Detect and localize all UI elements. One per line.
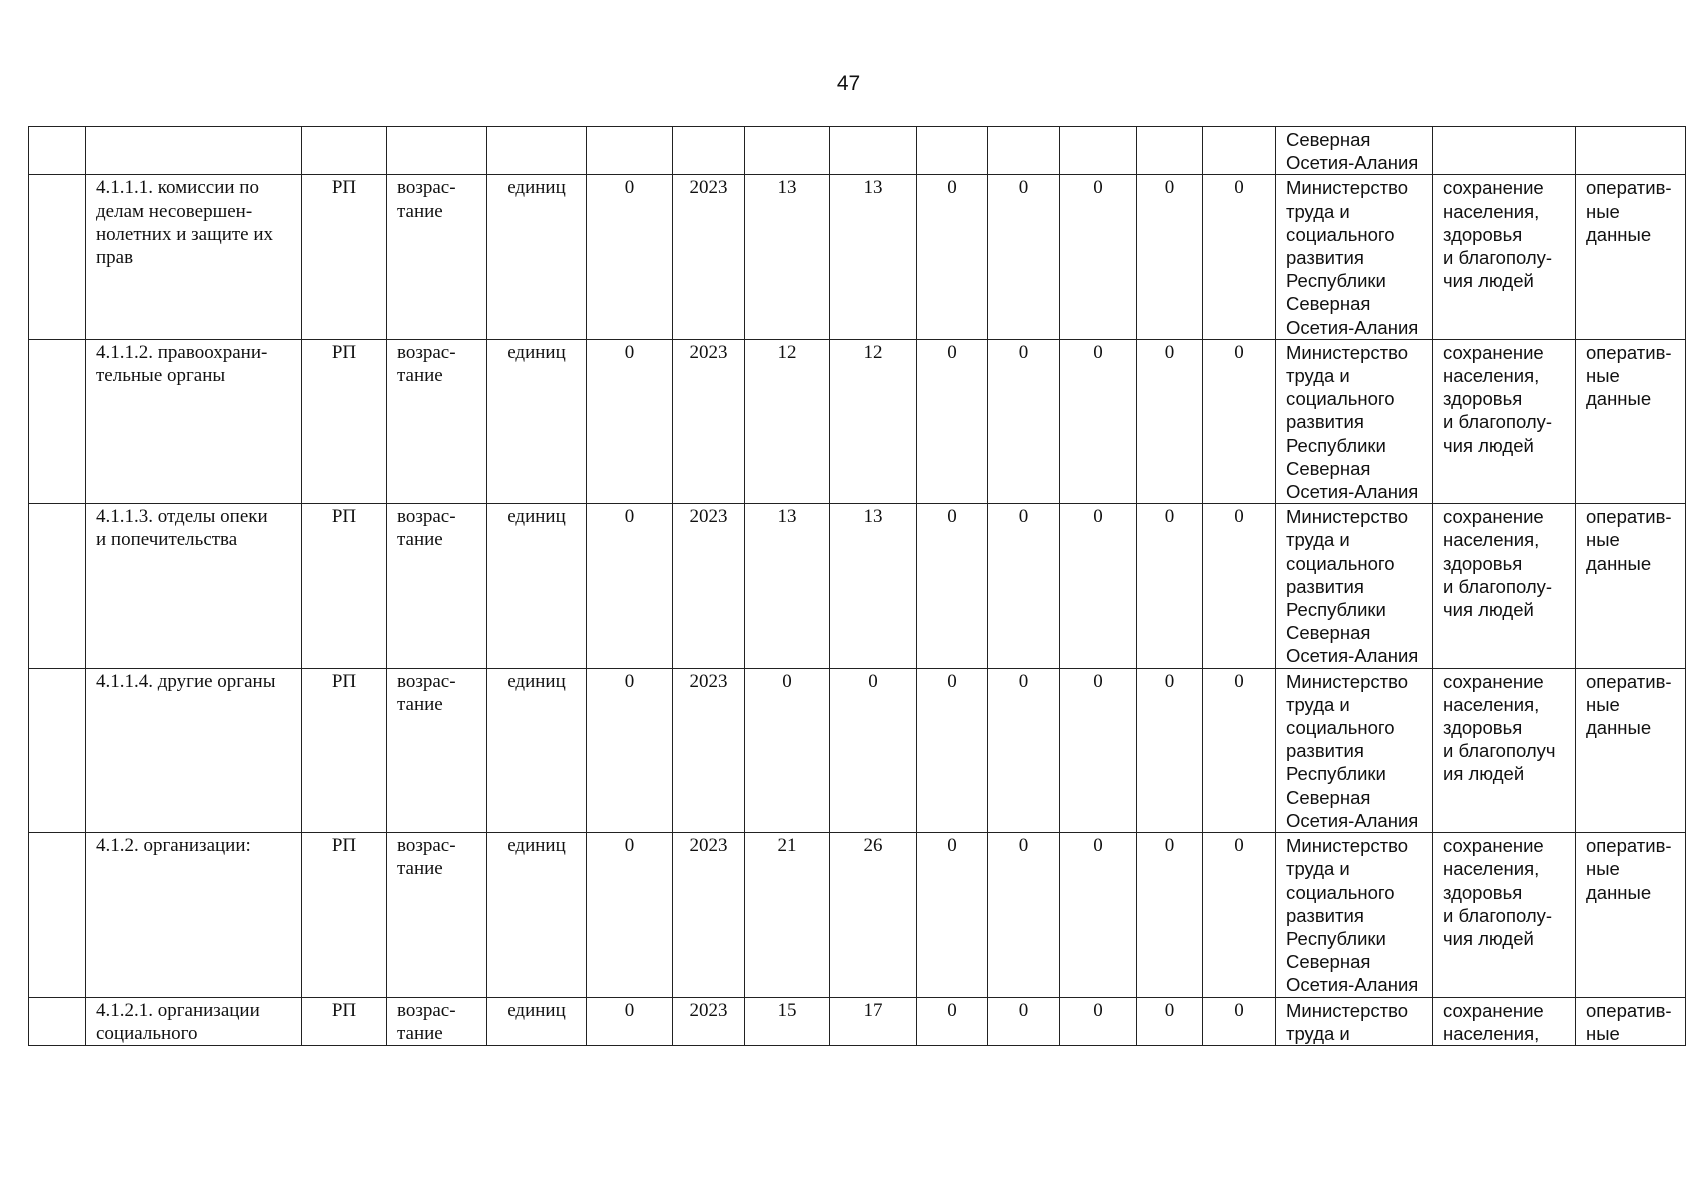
empty-cell [1433, 127, 1576, 175]
empty-cell [1137, 127, 1203, 175]
base-year-cell: 2023 [673, 175, 745, 339]
page-number: 47 [836, 72, 861, 95]
value-cell: 15 [745, 997, 830, 1045]
value-cell: 0 [988, 504, 1060, 668]
source-cell: оператив- ные [1576, 997, 1686, 1045]
value-cell: 0 [917, 833, 988, 997]
base-year-cell: 2023 [673, 997, 745, 1045]
direction-cell: возрас- тание [387, 175, 487, 339]
number-cell [29, 339, 86, 503]
indicators-table [28, 126, 1686, 1046]
agency-cell: Министерство труда и социального развития Республики Северная Осетия-Алания [1276, 833, 1433, 997]
base-value-cell: 0 [587, 668, 673, 832]
number-cell [29, 833, 86, 997]
goal-cell: сохранение населения, здоровья и благополуч ия людей [1433, 668, 1576, 832]
indicator-name-cell: 4.1.1.3. отделы опеки и попечительства [86, 504, 302, 668]
base-value-cell: 0 [587, 175, 673, 339]
level-cell: РП [302, 668, 387, 832]
number-cell [29, 504, 86, 668]
empty-cell [587, 127, 673, 175]
unit-cell: единиц [487, 668, 587, 832]
value-cell: 0 [1060, 339, 1137, 503]
direction-cell: возрас- тание [387, 997, 487, 1045]
value-cell: 0 [917, 175, 988, 339]
value-cell: 0 [1203, 504, 1276, 668]
direction-cell: возрас- тание [387, 504, 487, 668]
number-cell [29, 997, 86, 1045]
table-row-continued [29, 127, 1686, 175]
empty-cell [387, 127, 487, 175]
empty-cell [830, 127, 917, 175]
unit-cell: единиц [487, 833, 587, 997]
value-cell: 0 [1137, 504, 1203, 668]
level-cell: РП [302, 339, 387, 503]
indicator-name-cell: 4.1.1.1. комиссии по делам несовершен- нолетних и защите их прав [86, 175, 302, 339]
level-cell: РП [302, 504, 387, 668]
value-cell: 0 [1137, 833, 1203, 997]
value-cell: 0 [1060, 175, 1137, 339]
source-cell: оператив- ные данные [1576, 175, 1686, 339]
goal-cell: сохранение населения, здоровья и благополу- чия людей [1433, 339, 1576, 503]
value-cell: 0 [1203, 833, 1276, 997]
value-cell: 13 [745, 175, 830, 339]
number-cell [29, 175, 86, 339]
level-cell: РП [302, 833, 387, 997]
base-value-cell: 0 [587, 504, 673, 668]
base-year-cell: 2023 [673, 504, 745, 668]
source-cell: оператив- ные данные [1576, 668, 1686, 832]
goal-cell: сохранение населения, [1433, 997, 1576, 1045]
value-cell: 0 [988, 997, 1060, 1045]
value-cell: 0 [1203, 175, 1276, 339]
source-cell: оператив- ные данные [1576, 504, 1686, 668]
value-cell: 0 [1060, 504, 1137, 668]
value-cell: 12 [745, 339, 830, 503]
direction-cell: возрас- тание [387, 668, 487, 832]
value-cell: 0 [988, 833, 1060, 997]
goal-cell: сохранение населения, здоровья и благополу- чия людей [1433, 833, 1576, 997]
value-cell: 0 [830, 668, 917, 832]
value-cell: 13 [745, 504, 830, 668]
value-cell: 0 [1203, 668, 1276, 832]
unit-cell: единиц [487, 504, 587, 668]
goal-cell: сохранение населения, здоровья и благополу- чия людей [1433, 504, 1576, 668]
value-cell: 0 [917, 997, 988, 1045]
empty-cell [1060, 127, 1137, 175]
value-cell: 13 [830, 504, 917, 668]
indicator-name-cell: 4.1.2.1. организации социального [86, 997, 302, 1045]
level-cell: РП [302, 997, 387, 1045]
value-cell: 0 [988, 339, 1060, 503]
direction-cell: возрас- тание [387, 833, 487, 997]
value-cell: 0 [917, 668, 988, 832]
value-cell: 0 [1137, 997, 1203, 1045]
agency-cell: Министерство труда и социального развития Республики Северная Осетия-Алания [1276, 668, 1433, 832]
level-cell: РП [302, 175, 387, 339]
number-cell [29, 668, 86, 832]
base-year-cell: 2023 [673, 833, 745, 997]
value-cell: 0 [1203, 997, 1276, 1045]
value-cell: 0 [1137, 175, 1203, 339]
value-cell: 0 [1137, 668, 1203, 832]
unit-cell: единиц [487, 997, 587, 1045]
value-cell: 0 [917, 504, 988, 668]
empty-cell [86, 127, 302, 175]
value-cell: 0 [917, 339, 988, 503]
value-cell: 0 [1060, 997, 1137, 1045]
value-cell: 21 [745, 833, 830, 997]
empty-cell [29, 127, 86, 175]
value-cell: 0 [1137, 339, 1203, 503]
base-value-cell: 0 [587, 833, 673, 997]
source-cell: оператив- ные данные [1576, 833, 1686, 997]
agency-cell: Министерство труда и [1276, 997, 1433, 1045]
source-cell: оператив- ные данные [1576, 339, 1686, 503]
agency-cell: Северная Осетия-Алания [1276, 127, 1433, 175]
goal-cell: сохранение населения, здоровья и благополу- чия людей [1433, 175, 1576, 339]
value-cell: 26 [830, 833, 917, 997]
base-value-cell: 0 [587, 997, 673, 1045]
empty-cell [917, 127, 988, 175]
empty-cell [1576, 127, 1686, 175]
table-row [29, 833, 1686, 997]
empty-cell [988, 127, 1060, 175]
table-row [29, 504, 1686, 668]
unit-cell: единиц [487, 339, 587, 503]
base-year-cell: 2023 [673, 668, 745, 832]
value-cell: 0 [1060, 833, 1137, 997]
value-cell: 0 [1060, 668, 1137, 832]
value-cell: 0 [988, 175, 1060, 339]
indicator-name-cell: 4.1.2. организации: [86, 833, 302, 997]
empty-cell [745, 127, 830, 175]
base-value-cell: 0 [587, 339, 673, 503]
agency-cell: Министерство труда и социального развития Республики Северная Осетия-Алания [1276, 504, 1433, 668]
value-cell: 12 [830, 339, 917, 503]
agency-cell: Министерство труда и социального развития Республики Северная Осетия-Алания [1276, 175, 1433, 339]
value-cell: 13 [830, 175, 917, 339]
table-row [29, 175, 1686, 339]
empty-cell [1203, 127, 1276, 175]
empty-cell [302, 127, 387, 175]
value-cell: 0 [745, 668, 830, 832]
indicator-name-cell: 4.1.1.2. правоохрани- тельные органы [86, 339, 302, 503]
table-row [29, 997, 1686, 1045]
value-cell: 0 [988, 668, 1060, 832]
table-row [29, 339, 1686, 503]
value-cell: 0 [1203, 339, 1276, 503]
base-year-cell: 2023 [673, 339, 745, 503]
direction-cell: возрас- тание [387, 339, 487, 503]
empty-cell [673, 127, 745, 175]
table-row [29, 668, 1686, 832]
empty-cell [487, 127, 587, 175]
value-cell: 17 [830, 997, 917, 1045]
indicator-name-cell: 4.1.1.4. другие органы [86, 668, 302, 832]
agency-cell: Министерство труда и социального развития Республики Северная Осетия-Алания [1276, 339, 1433, 503]
unit-cell: единиц [487, 175, 587, 339]
